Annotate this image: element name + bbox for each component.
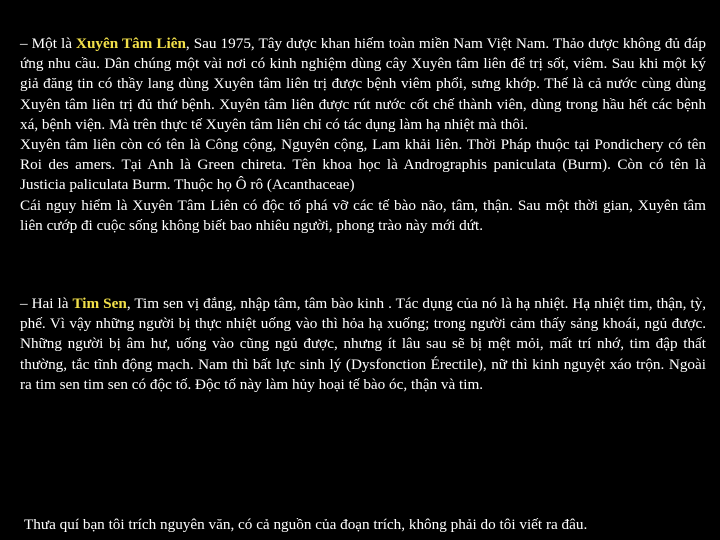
section-tim-sen (20, 294, 706, 395)
section1-danger-line: Cái nguy hiểm là Xuyên Tâm Liên có độc tố phá vỡ các tế bào não, tâm, thận. Sau một thời gian, Xuyên tâm liên cướp đi cuộc sống không biết bao nhiêu người, phong trào này mới dứt. (20, 196, 706, 234)
section2-prefix: – Hai là (20, 295, 73, 312)
section2-body: , Tim sen vị đắng, nhập tâm, tâm bào kinh . Tác dụng của nó là hạ nhiệt. Hạ nhiệt tim, thận, tỳ, phế. Vì vậy những người bị thực nhiệt uống vào thì hỏa hạ xuống; trong người cảm thấy sảng khoái, ngủ được. Những người bị âm hư, uống vào cũng ngủ được, nhưng ít lâu sau sẽ bị mệt mỏi, mất trí nhớ, tim đập thất thường, tắc tĩnh động mạch. Nam thì bất lực sinh lý (Dysfonction Érectile), nữ thì kinh nguyệt xáo trộn. Ngoài ra tim sen tim sen có độc tố. Độc tố này làm hủy hoại tế bào óc, thận và tim. (20, 295, 707, 393)
section1-body: , Sau 1975, Tây dược khan hiếm toàn miền Nam Việt Nam. Thảo dược không đủ đáp ứng nhu cầu. Dân chúng một vài nơi có kinh nghiệm dùng cây Xuyên tâm liên để trị sốt, viêm. Sau khi một ký giả đăng tin có thầy lang dùng Xuyên tâm liên trị được bệnh viêm phổi, sưng khớp. Thế là cả nước cùng dùng Xuyên tâm liên trị đủ thứ bệnh. Xuyên tâm liên được rút nước cốt chế thành viên, dùng trong hầu hết các bệnh xá, bệnh viện. Mà trên thực tế Xuyên tâm liên chỉ có tác dụng làm hạ nhiệt mà thôi. (20, 35, 706, 133)
section1-herb-name: Xuyên Tâm Liên (75, 35, 186, 52)
section1-prefix: – Một là (20, 35, 76, 52)
footer-note: Thưa quí bạn tôi trích nguyên văn, có cả nguồn của đoạn trích, không phải do tôi viết ra đâu. (24, 516, 588, 533)
section-xuyen-tam-lien (20, 34, 706, 236)
section1-names-line: Xuyên tâm liên còn có tên là Công cộng, Nguyên cộng, Lam khải liên. Thời Pháp thuộc tại Pondichery có tên Roi des amers. Tại Anh là Green chireta. Tên khoa học là Andrographis paniculata (Burm). Còn có tên là Justicia paliculata Burm. Thuộc họ Ô rô (Acanthaceae) (20, 136, 706, 194)
section2-herb-name: Tim Sen (72, 295, 127, 312)
